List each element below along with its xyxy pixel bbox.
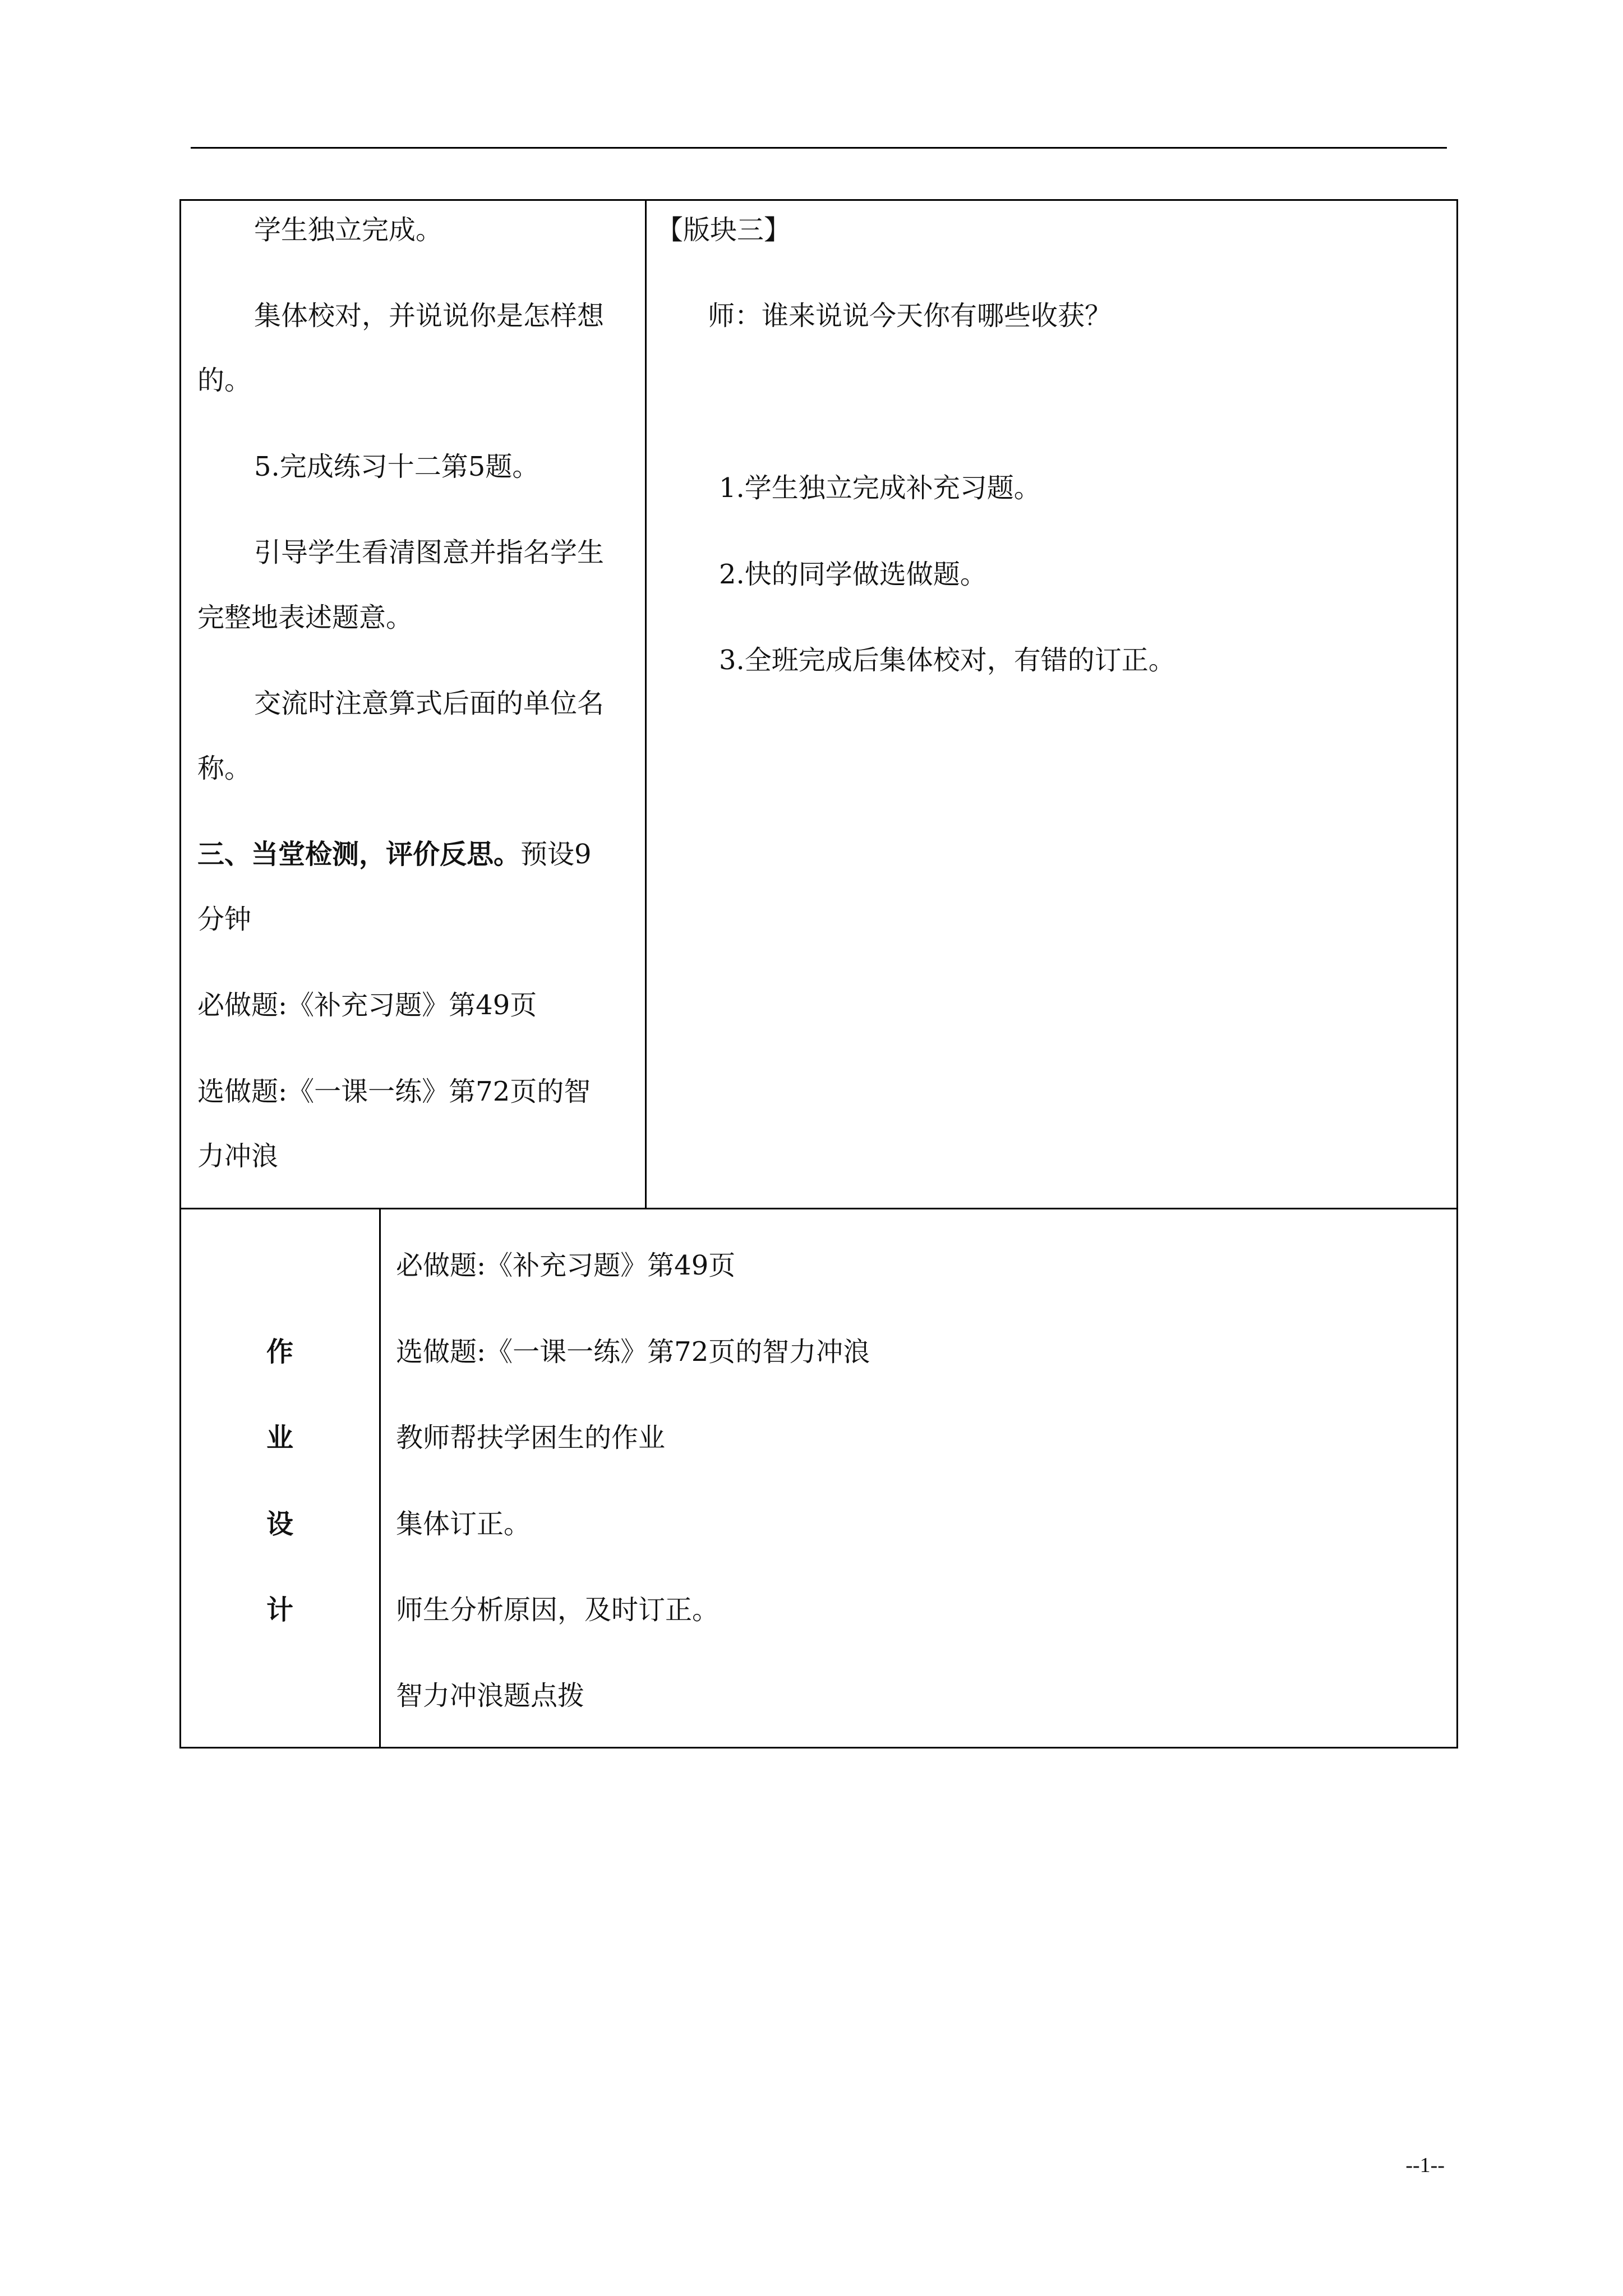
block-title: 【版块三】 [656, 214, 791, 246]
text-line: 分钟 [197, 904, 252, 935]
step-item: 1.学生独立完成补充习题。 [719, 472, 1041, 504]
text-line: 的。 [197, 365, 252, 396]
homework-line: 集体订正。 [396, 1508, 531, 1540]
section-heading-tail: 预设9 [520, 839, 592, 870]
text-line: 称。 [197, 753, 252, 784]
page-number: --1-- [1405, 2154, 1445, 2177]
step-item: 2.快的同学做选做题。 [719, 559, 987, 590]
homework-line: 智力冲浪题点拨 [396, 1680, 585, 1711]
text-line: 完整地表述题意。 [197, 602, 413, 633]
homework-label-char: 业 [266, 1422, 294, 1453]
homework-label-char: 计 [266, 1594, 294, 1626]
section-heading-line [197, 838, 592, 871]
optional-line: 选做题:《一课一练》第72页的智 [197, 1076, 591, 1107]
upper-column-divider [645, 199, 647, 1209]
homework-line: 必做题:《补充习题》第49页 [396, 1250, 736, 1281]
text-line: 交流时注意算式后面的单位名 [254, 688, 605, 719]
homework-line: 师生分析原因，及时订正。 [396, 1594, 720, 1626]
text-line: 集体校对，并说说你是怎样想 [254, 300, 605, 332]
homework-column-divider [379, 1208, 381, 1749]
homework-label-char: 作 [266, 1336, 294, 1368]
text-line: 5.完成练习十二第5题。 [254, 451, 540, 482]
optional-line: 力冲浪 [197, 1140, 279, 1172]
header-rule [191, 147, 1447, 149]
homework-label-char: 设 [266, 1508, 294, 1540]
homework-line: 选做题:《一课一练》第72页的智力冲浪 [396, 1336, 870, 1368]
homework-line: 教师帮扶学困生的作业 [396, 1422, 666, 1453]
teacher-question: 师：谁来说说今天你有哪些收获？ [708, 300, 1112, 332]
section-heading: 三、当堂检测，评价反思。 [197, 839, 521, 870]
step-item: 3.全班完成后集体校对，有错的订正。 [719, 645, 1175, 676]
text-line: 学生独立完成。 [254, 214, 443, 246]
homework-table [179, 1208, 1458, 1749]
text-line: 引导学生看清图意并指名学生 [254, 537, 605, 568]
must-do-line: 必做题:《补充习题》第49页 [197, 990, 537, 1021]
